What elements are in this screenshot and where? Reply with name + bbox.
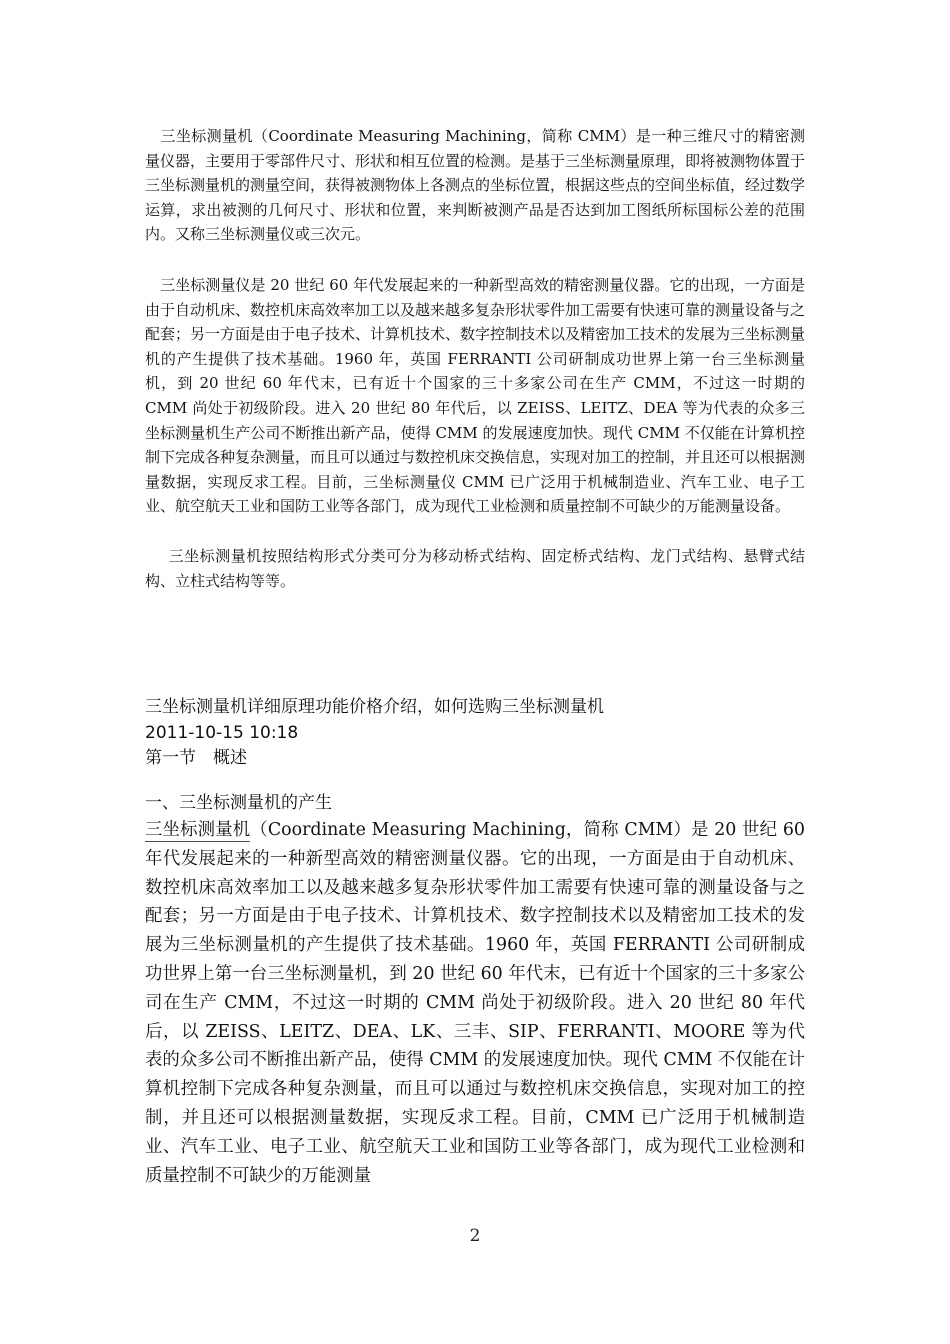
article-datetime: 2011-10-15 10:18 — [145, 722, 299, 743]
article-body-text: （Coordinate Measuring Machining，简称 CMM）是 20 世纪 60 年代发展起来的一种新型高效的精密测量仪器。它的出现，一方面是由于自动机床、数控机床高效率加工以及越来越多复杂形状零件加工需要有快速可靠的测量设备与之配套；另一方面是由于电子技术、计算机技术、数字控制技术以及精密加工技术的发展为三坐标测量机的产生提供了技术基础。1960 年，英国 FERRANTI 公司研制成功世界上第一台三坐标测量机，到 20 世纪 60 年代末，已有近十个国家的三十多家公司在生产 CMM，不过这一时期的 CMM 尚处于初级阶段。进入 20 世纪 80 年代后，以 ZEISS、LEITZ、DEA、LK、三丰、SIP、FERRANTI、MOORE 等为代表的众多公司不断推出新产品，使得 CMM 的发展速度加快。现代 CMM 不仅能在计算机控制下完成各种复杂测量，而且可以通过与数控机床交换信息，实现对加工的控制，并且还可以根据测量数据，实现反求工程。目前，CMM 已广泛用于机械制造业、汽车工业、电子工业、航空航天工业和国防工业等各部门，成为现代工业检测和质量控制不可缺少的万能测量 — [145, 820, 805, 1186]
subheading: 一、三坐标测量机的产生 — [145, 792, 332, 813]
intro-paragraph-2: 三坐标测量仪是 20 世纪 60 年代发展起来的一种新型高效的精密测量仪器。它的出现，一方面是由于自动机床、数控机床高效率加工以及越来越多复杂形状零件加工需要有快速可靠的测量设备与之配套；另一方面是由于电子技术、计算机技术、数字控制技术以及精密加工技术的发展为三坐标测量机的产生提供了技术基础。1960 年，英国 FERRANTI 公司研制成功世界上第一台三坐标测量机，到 20 世纪 60 年代末，已有近十个国家的三十多家公司在生产 CMM，不过这一时期的 CMM 尚处于初级阶段。进入 20 世纪 80 年代后，以 ZEISS、LEITZ、DEA 等为代表的众多三坐标测量机生产公司不断推出新产品，使得 CMM 的发展速度加快。现代 CMM 不仅能在计算机控制下完成各种复杂测量，而且可以通过与数控机床交换信息，实现对加工的控制，并且还可以根据测量数据，实现反求工程。目前，三坐标测量仪 CMM 已广泛用于机械制造业、汽车工业、电子工业、航空航天工业和国防工业等各部门，成为现代工业检测和质量控制不可缺少的万能测量设备。 — [145, 275, 806, 516]
article-title: 三坐标测量机详细原理功能价格介绍，如何选购三坐标测量机 — [145, 697, 604, 718]
intro-paragraph-1: 三坐标测量机（Coordinate Measuring Machining，简称 CMM）是一种三维尺寸的精密测量仪器，主要用于零部件尺寸、形状和相互位置的检测。是基于三坐标测量原理，即将被测物体置于三坐标测量机的测量空间，获得被测物体上各测点的坐标位置，根据这些点的空间坐标值，经过数学运算，求出被测的几何尺寸、形状和位置，来判断被测产品是否达到加工图纸所标国标公差的范围内。又称三坐标测量仪或三次元。 — [145, 127, 806, 244]
section-heading: 第一节 概述 — [145, 748, 247, 769]
intro-paragraph-3: 三坐标测量机按照结构形式分类可分为移动桥式结构、固定桥式结构、龙门式结构、悬臂式结构、立柱式结构等等。 — [145, 546, 805, 590]
page-content — [145, 124, 805, 1190]
cmm-link[interactable]: 三坐标测量机 — [145, 820, 251, 841]
article-body — [145, 816, 805, 1190]
page-number: 2 — [469, 1226, 481, 1246]
